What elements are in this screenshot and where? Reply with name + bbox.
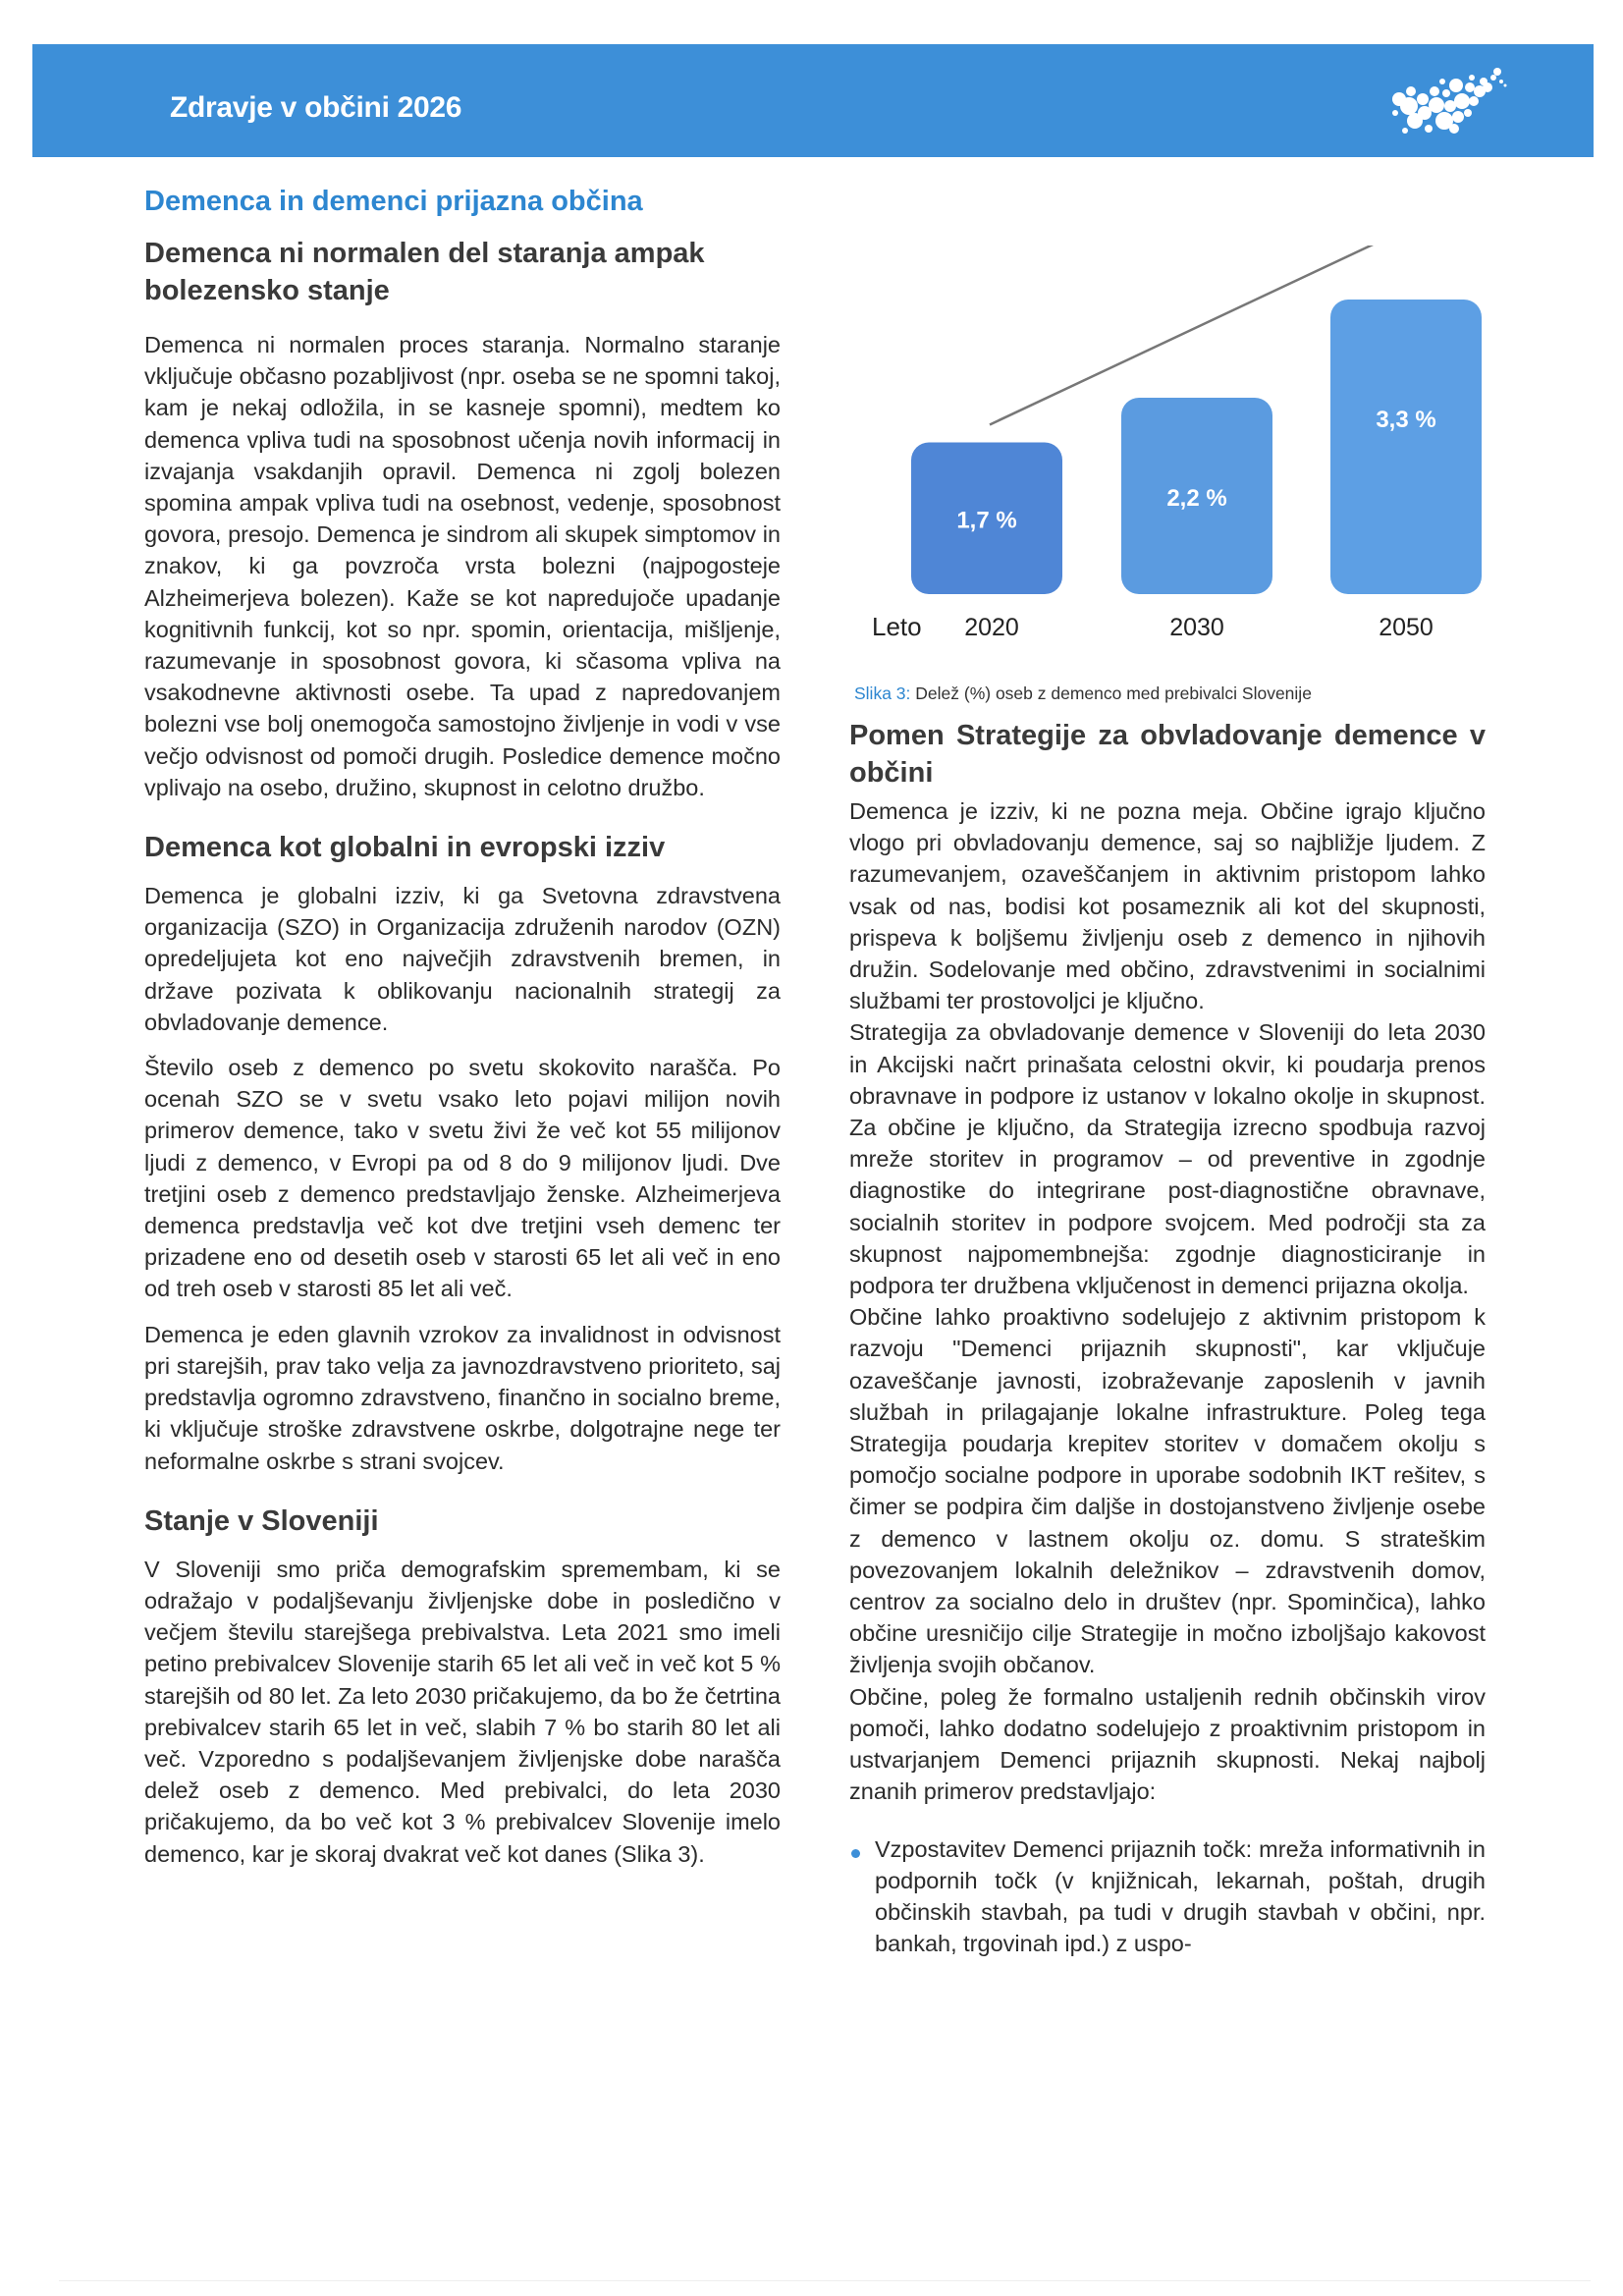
paragraph: Demenca ni normalen proces staranja. Normalno staranje vključuje občasno pozabljivost (npr. oseba se ne spomni takoj, kam je nekaj odložila, in se kasneje spomni), medtem ko demenca vpliva tudi na sposobnost učenja novih informacij in izvajanja vsakdanjih opravil. Demenca ni zgolj bolezen spomina ampak vpliva tudi na osebnost, vedenje, sposobnost govora, presojo. Demenca je sindrom ali skupek simptomov in znakov, ki ga povzroča vrsta bolezni (najpogosteje Alzheimerjeva bolezen). Kaže se kot napredujoče upadanje kognitivnih funkcij, kot so npr. spomin, orientacija, mišljenje, razumevanje in sposobnost govora, ki sčasoma vpliva na vsakodnevne aktivnosti osebe. Ta upad z napredovanjem bolezni vse bolj onemogoča samostojno življenje in vodi v vse večjo odvisnost od pomoči drugih. Posledice demence močno vplivajo na osebo, družino, skupnost in celotno družbo.: [144, 332, 781, 800]
bullet-icon: [851, 1849, 860, 1858]
page-bottom-edge: [59, 2280, 1591, 2281]
slovenia-map-bubbles-icon: [1385, 62, 1513, 140]
figure-caption: [854, 683, 1312, 704]
heading-dementia-not-normal: Demenca ni normalen del staranja ampak bolezensko stanje: [144, 238, 705, 306]
paragraph: V Sloveniji smo priča demografskim spremembam, ki se odražajo v podaljševanju življenjske dobe in posledično v večjem številu starejšega prebivalstva. Leta 2021 smo imeli petino prebivalcev Slovenije starih 65 let ali več in več kot 5 % starejših od 80 let. Za leto 2030 pričakujemo, da bo že četrtina prebivalcev starih 65 let in več, slabih 7 % bo starih 80 let ali več. Vzporedno s podaljševanjem življenjske dobe narašča delež oseb z demenco. Med prebivalci, do leta 2030 pričakujemo, da bo več kot 3 % prebivalcev Slovenije imelo demenco, kar je skoraj dvakrat več kot danes (Slika 3).: [144, 1556, 781, 1867]
paragraph: Demenca je globalni izziv, ki ga Svetovna zdravstvena organizacija (SZO) in Organizacija združenih narodov (OZN) opredeljujeta kot eno največjih zdravstvenih bremen, in države pozivata k oblikovanju nacionalnih strategij za obvladovanje demence.: [144, 883, 781, 1035]
x-axis-label: Leto: [872, 612, 922, 641]
caption-text: Delež (%) oseb z demenco med prebivalci Slovenije: [915, 683, 1312, 703]
bar-2050: [1330, 300, 1482, 594]
heading-slovenia-situation: Stanje v Sloveniji: [144, 1504, 379, 1537]
chart-canvas: [854, 246, 1522, 658]
examples-list: [849, 1833, 1486, 1960]
header-banner: [32, 44, 1594, 157]
paragraph: Občine lahko proaktivno sodelujejo z aktivnim pristopom k razvoju "Demenci prijaznih skupnosti", kar vključuje ozaveščanje javnosti, izobraževanje zaposlenih v javnih službah in prilagajanje lokalne infrastrukture. Poleg tega Strategija poudarja krepitev storitev v domačem okolju s pomočjo socialne podpore in uporabe sodobnih IKT rešitev, s čimer se podpira čim daljše in dostojanstveno življenje osebe z demenco v lastnem okolju oz. domu. S strateškim povezovanjem lokalnih deležnikov – zdravstvenih domov, centrov za socialno delo in društev (npr. Spominčica), lahko občine uresničijo cilje Strategije in močno izboljšajo kakovost življenja svojih občanov.: [849, 1304, 1486, 1678]
dementia-share-chart: [854, 246, 1522, 658]
section-title: Demenca in demenci prijazna občina: [144, 186, 643, 217]
caption-label: Slika 3:: [854, 683, 911, 703]
paragraph: Demenca je eden glavnih vzrokov za invalidnost in odvisnost pri starejših, prav tako velja za javnozdravstveno prioriteto, saj predstavlja ogromno zdravstveno, finančno in socialno breme, ki vključuje stroške zdravstvene oskrbe, dolgotrajne nege ter neformalne oskrbe s strani svojcev.: [144, 1321, 781, 1474]
bar-value-label: 1,7 %: [956, 507, 1017, 534]
bar-value-label: 2,2 %: [1166, 485, 1227, 512]
left-column: [144, 182, 781, 1870]
heading-global-challenge: Demenca kot globalni in evropski izziv: [144, 832, 666, 864]
paragraph: Strategija za obvladovanje demence v Sloveniji do leta 2030 in Akcijski načrt prinašata celostni okvir, ki poudarja prenos obravnave in podpore iz ustanov v lokalno okolje in skupnost. Za občine je ključno, da Strategija izrecno spodbuja razvoj mreže storitev in programov – od preventive in zgodnje diagnostike do integrirane post-diagnostične obravnave, socialnih storitev in podpore svojcem. Med področji sta za skupnost najpomembnejša: zgodnje diagnosticiranje in podpora ter družbena vključenost in demenci prijazna okolja.: [849, 1019, 1486, 1299]
paragraph: Število oseb z demenco po svetu skokovito narašča. Po ocenah SZO se v svetu vsako leto pojavi milijon novih primerov demence, tako v svetu živi že več kot 55 milijonov ljudi z demenco, v Evropi pa od 8 do 9 milijonov ljudi. Dve tretjini oseb z demenco predstavljajo ženske. Alzheimerjeva demenca predstavlja več kot dve tretjini vseh demenc ter prizadene eno od desetih oseb v starosti 65 let ali več in eno od treh oseb v starosti 85 let ali več.: [144, 1055, 781, 1302]
publication-title: Zdravje v občini 2026: [170, 91, 462, 124]
paragraph: Občine, poleg že formalno ustaljenih rednih občinskih virov pomoči, lahko dodatno sodelujejo z proaktivnim pristopom in ustvarjanjem Demenci prijaznih skupnosti. Nekaj najbolj znanih primerov predstavljajo:: [849, 1683, 1486, 1805]
paragraph: Demenca je izziv, ki ne pozna meja. Občine igrajo ključno vlogo pri obvladovanju demence, saj so najbližje ljudem. Z razumevanjem, ozaveščanjem in aktivnim pristopom lahko vsak od nas, bodisi kot posameznik ali kot del skupnosti, prispeva k boljšemu življenju oseb z demenco in njihovih družin. Sodelovanje med občino, zdravstvenimi in socialnimi službami ter prostovoljci je ključno.: [849, 798, 1486, 1014]
list-item: [849, 1833, 1486, 1960]
x-tick-label: 2020: [964, 614, 1019, 641]
heading-strategy-importance: Pomen Strategije za obvladovanje demence v občini: [849, 720, 1486, 789]
x-tick-label: 2050: [1379, 614, 1434, 641]
right-column: [849, 717, 1486, 1959]
list-item-text: Vzpostavitev Demenci prijaznih točk: mreža informativnih in podpornih točk (v knjižnicah, lekarnah, poštah, drugih občinskih stavbah, pa tudi v drugih stavbah v občini, npr. bankah, trgovinah ipd.) z uspo-: [875, 1835, 1486, 1957]
x-tick-label: 2030: [1169, 614, 1224, 641]
bar-value-label: 3,3 %: [1376, 407, 1436, 433]
